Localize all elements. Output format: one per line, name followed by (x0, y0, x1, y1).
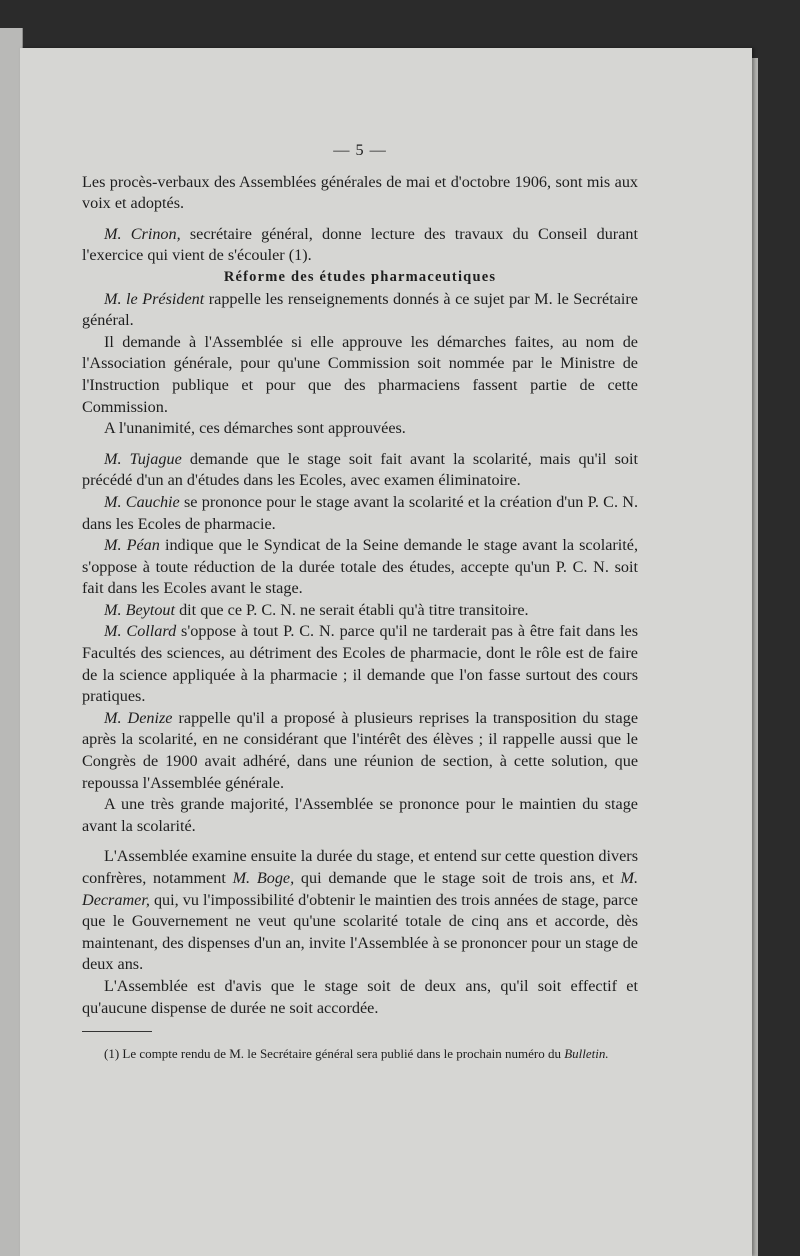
paragraph-unanimity: A l'unanimité, ces démarches sont approuvées. (104, 419, 406, 438)
paragraph-collard: M. Collard s'oppose à tout P. C. N. parce qu'il ne tarderait pas à être fait dans les Facultés des sciences, au détriment des Ecoles de pharmacie, dont le rôle est de faire de la science appliquée à la pharmacie ; il demande que l'on fasse surtout des cours pratiques. (82, 622, 639, 706)
speaker-name: M. le Président (104, 289, 205, 308)
speaker-name: M. Boge, (232, 869, 295, 887)
speaker-name: M. Beytout (104, 600, 176, 619)
page-text (82, 140, 638, 1063)
page-number: — 5 — (333, 141, 387, 159)
speaker-name: M. Denize (104, 708, 173, 727)
speaker-name: M. Collard (104, 622, 177, 641)
paragraph-president: M. le Président rappelle les renseignements donnés à ce sujet par M. le Secrétaire général. (82, 289, 638, 330)
speaker-name: M. Cauchie (104, 492, 180, 511)
footnote: (1) Le compte rendu de M. le Secrétaire général sera publié dans le prochain numéro du Bulletin. (104, 1046, 609, 1062)
paragraph-stage-duration: L'Assemblée examine ensuite la durée du stage, et entend sur cette question divers confrères, notamment M. Boge, qui demande que le stage soit de trois ans, et M. Decramer, qui, vu l'impossibilité d'obtenir le maintien des trois années de stage, parce que le Gouvernement ne veut qu'une scolarité totale de cinq ans et accorde, dès maintenant, des dispenses d'un an, invite l'Assemblée à se prononcer pour un stage de deux ans. (82, 847, 638, 974)
footnote-divider (82, 1031, 152, 1032)
paragraph-majority: A une très grande majorité, l'Assemblée se prononce pour le maintien du stage avant la scolarité. (82, 795, 638, 835)
paragraph-tujague: M. Tujague demande que le stage soit fait avant la scolarité, mais qu'il soit précédé d'un an d'études dans les Ecoles, avec examen éliminatoire. (82, 449, 639, 490)
speaker-name: M. Crinon, (104, 224, 181, 243)
paragraph-decision: L'Assemblée est d'avis que le stage soit de deux ans, qu'il soit effectif et qu'aucune dispense de durée ne soit accordée. (82, 976, 638, 1017)
paragraph-minutes: Les procès-verbaux des Assemblées générales de mai et d'octobre 1906, sont mis aux voix et adoptés. (82, 172, 638, 213)
paragraph-beytout: M. Beytout dit que ce P. C. N. ne serait établi qu'à titre transitoire. (104, 600, 529, 619)
paragraph-crinon: M. Crinon, secrétaire général, donne lecture des travaux du Conseil durant l'exercice qui vient de s'écouler (1). (82, 224, 638, 265)
paragraph-request: Il demande à l'Assemblée si elle approuve les démarches faites, au nom de l'Association générale, pour qu'une Commission soit nommée par le Ministre de l'Instruction publique et pour que des pharmaciens fassent partie de cette Commission. (82, 332, 638, 416)
paragraph-denize: M. Denize rappelle qu'il a proposé à plusieurs reprises la transposition du stage après la scolarité, en ne considérant que l'intérêt des élèves ; il rappelle aussi que le Congrès de 1900 avait adhéré, dans une réunion de section, à cette solution, que repoussa l'Assemblée générale. (82, 708, 638, 792)
speaker-name: M. Tujague (104, 449, 182, 468)
paragraph-pean: M. Péan indique que le Syndicat de la Seine demande le stage avant la scolarité, s'oppose à toute réduction de la durée totale des études, accepte qu'un P. C. N. soit fait dans les Ecoles avant le stage. (82, 536, 638, 598)
speaker-name: M. Decramer, (82, 869, 638, 909)
section-heading: Réforme des études pharmaceutiques (223, 268, 497, 285)
paragraph-cauchie: M. Cauchie se prononce pour le stage avant la scolarité et la création d'un P. C. N. dans les Ecoles de pharmacie. (82, 492, 638, 533)
speaker-name: M. Péan (104, 536, 160, 555)
